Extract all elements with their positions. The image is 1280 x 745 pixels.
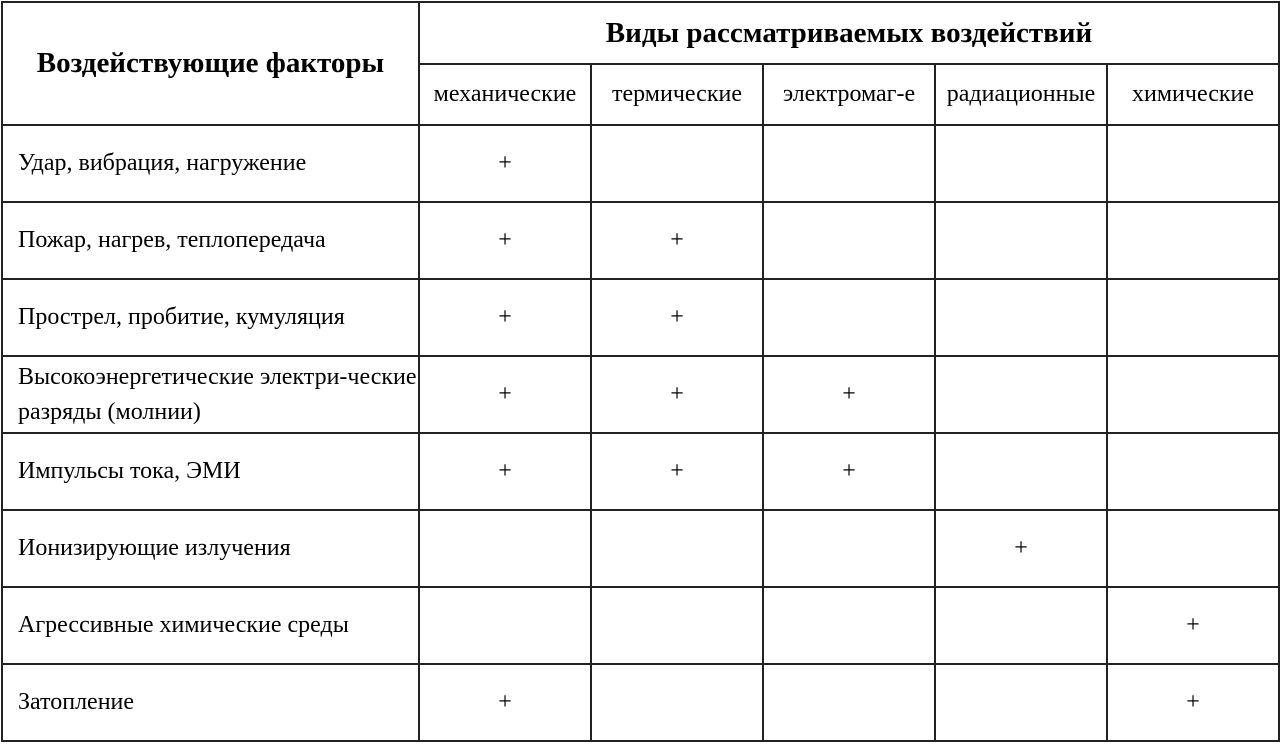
- mark-cell: [935, 279, 1107, 356]
- table-row: [2, 510, 1279, 587]
- table-row: [2, 202, 1279, 279]
- mark-cell: [1107, 510, 1279, 587]
- mark-cell: +: [935, 510, 1107, 587]
- mark-cell: +: [1107, 587, 1279, 664]
- mark-cell: +: [419, 202, 591, 279]
- mark-cell: +: [419, 664, 591, 741]
- mark-cell: [1107, 125, 1279, 202]
- impact-factors-table: [1, 1, 1280, 742]
- mark-cell: [1107, 433, 1279, 510]
- mark-cell: [935, 433, 1107, 510]
- factor-cell: Импульсы тока, ЭМИ: [2, 433, 419, 510]
- table-row: [2, 664, 1279, 741]
- factor-cell: Высокоэнергетические электри-ческие разряды (молнии): [2, 356, 419, 433]
- mark-cell: +: [1107, 664, 1279, 741]
- mark-cell: [763, 279, 935, 356]
- mark-cell: [935, 202, 1107, 279]
- factor-cell: Удар, вибрация, нагружение: [2, 125, 419, 202]
- table-row: [2, 279, 1279, 356]
- mark-cell: +: [419, 125, 591, 202]
- mark-cell: [591, 125, 763, 202]
- mark-cell: +: [763, 356, 935, 433]
- factor-cell: Пожар, нагрев, теплопередача: [2, 202, 419, 279]
- table-row: [2, 587, 1279, 664]
- mark-cell: [1107, 202, 1279, 279]
- column-header-mechanical: механические: [419, 64, 591, 125]
- mark-cell: [763, 510, 935, 587]
- table-row: [2, 125, 1279, 202]
- factor-cell: Затопление: [2, 664, 419, 741]
- mark-cell: [591, 664, 763, 741]
- mark-cell: [419, 587, 591, 664]
- mark-cell: [591, 510, 763, 587]
- mark-cell: +: [419, 433, 591, 510]
- factor-cell: Ионизирующие излучения: [2, 510, 419, 587]
- impact-types-header: Виды рассматриваемых воздействий: [419, 2, 1279, 64]
- mark-cell: [763, 664, 935, 741]
- mark-cell: +: [763, 433, 935, 510]
- table-row: [2, 356, 1279, 433]
- mark-cell: [763, 202, 935, 279]
- mark-cell: [935, 664, 1107, 741]
- mark-cell: [1107, 356, 1279, 433]
- mark-cell: +: [591, 279, 763, 356]
- factor-cell: Агрессивные химические среды: [2, 587, 419, 664]
- mark-cell: [935, 125, 1107, 202]
- mark-cell: [419, 510, 591, 587]
- mark-cell: [935, 356, 1107, 433]
- mark-cell: +: [419, 279, 591, 356]
- column-header-radiation: радиационные: [935, 64, 1107, 125]
- mark-cell: +: [591, 356, 763, 433]
- mark-cell: [591, 587, 763, 664]
- mark-cell: [763, 125, 935, 202]
- mark-cell: +: [591, 433, 763, 510]
- mark-cell: [763, 587, 935, 664]
- factor-column-header: Воздействующие факторы: [2, 2, 419, 125]
- table-row: [2, 433, 1279, 510]
- column-header-electromagnetic: электромаг-е: [763, 64, 935, 125]
- mark-cell: +: [419, 356, 591, 433]
- factor-cell: Прострел, пробитие, кумуляция: [2, 279, 419, 356]
- mark-cell: +: [591, 202, 763, 279]
- column-header-thermal: термические: [591, 64, 763, 125]
- column-header-chemical: химические: [1107, 64, 1279, 125]
- mark-cell: [935, 587, 1107, 664]
- mark-cell: [1107, 279, 1279, 356]
